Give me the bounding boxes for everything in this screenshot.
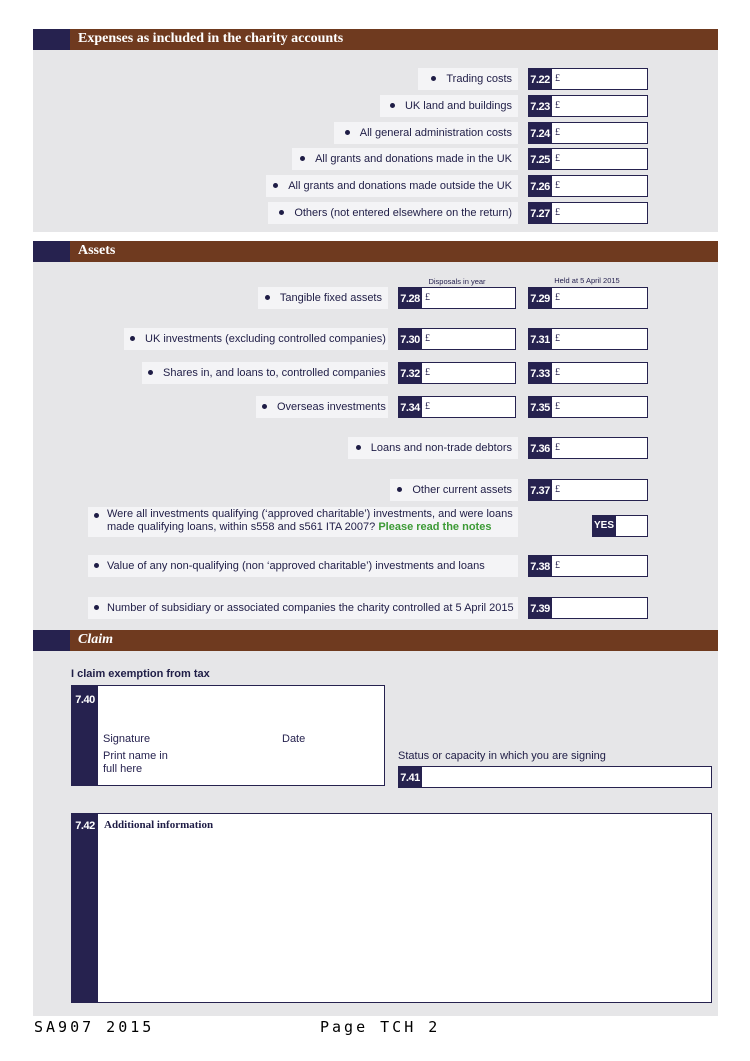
expenses-title: Expenses as included in the charity accounts	[78, 31, 344, 46]
uk-land-buildings-input[interactable]: £	[552, 95, 648, 117]
yes-checkbox: YES	[592, 515, 648, 537]
box-7-34: 7.34 £	[398, 396, 516, 418]
date-label: Date	[282, 733, 306, 745]
non-qualifying-label: Value of any non-qualifying (non ‘approved charitable’) investments and loans	[88, 555, 518, 577]
box-7-31: 7.31 £	[528, 328, 648, 350]
assets-header	[33, 241, 718, 262]
other-current-assets-label: Other current assets	[390, 479, 518, 501]
box-7-36: 7.36 £	[528, 437, 648, 459]
others-input[interactable]: £	[552, 202, 648, 224]
additional-information-title: Additional information	[104, 819, 214, 831]
print-name-label: Print name in full here	[103, 750, 168, 775]
shares-loans-held-input[interactable]: £	[552, 362, 648, 384]
loans-debtors-label: Loans and non-trade debtors	[348, 437, 518, 459]
box-7-23: 7.23 £	[528, 95, 648, 117]
others-label: Others (not entered elsewhere on the return)	[268, 202, 518, 224]
box-7-32: 7.32 £	[398, 362, 516, 384]
qualifying-question: Were all investments qualifying (‘approved charitable’) investments, and were loans made qualifying loans, within s558 and s561 ITA 2007? Please read the notes	[88, 507, 518, 537]
box-7-39: 7.39	[528, 597, 648, 619]
trading-costs-input[interactable]: £	[552, 68, 648, 90]
uk-investments-disposals-input[interactable]: £	[422, 328, 516, 350]
signature-box[interactable]: 7.40 Signature Date Print name in full here	[71, 685, 385, 786]
admin-costs-input[interactable]: £	[552, 122, 648, 144]
uk-land-buildings-label: UK land and buildings	[380, 95, 518, 117]
status-label: Status or capacity in which you are signing	[398, 750, 606, 762]
box-7-35: 7.35 £	[528, 396, 648, 418]
box-7-30: 7.30 £	[398, 328, 516, 350]
page-number: Page TCH 2	[320, 1018, 441, 1036]
uk-investments-held-input[interactable]: £	[552, 328, 648, 350]
box-7-38: 7.38 £	[528, 555, 648, 577]
expenses-header	[33, 29, 718, 50]
tangible-disposals-input[interactable]: £	[422, 287, 516, 309]
disposals-column-heading: Disposals in year	[428, 277, 486, 286]
subsidiaries-input[interactable]	[552, 597, 648, 619]
box-7-26: 7.26 £	[528, 175, 648, 197]
overseas-disposals-input[interactable]: £	[422, 396, 516, 418]
trading-costs-label: Trading costs	[418, 68, 518, 90]
grants-outside-uk-label: All grants and donations made outside the UK	[266, 175, 518, 197]
subsidiaries-label: Number of subsidiary or associated companies the charity controlled at 5 April 2015	[88, 597, 518, 619]
grants-uk-input[interactable]: £	[552, 148, 648, 170]
box-7-37: 7.37 £	[528, 479, 648, 501]
tangible-held-input[interactable]: £	[552, 287, 648, 309]
box-7-24: 7.24 £	[528, 122, 648, 144]
claim-heading: I claim exemption from tax	[71, 668, 210, 680]
yes-input[interactable]	[616, 515, 648, 537]
shares-loans-disposals-input[interactable]: £	[422, 362, 516, 384]
claim-header	[33, 630, 718, 651]
box-7-27: 7.27 £	[528, 202, 648, 224]
uk-investments-label: UK investments (excluding controlled companies)	[124, 328, 388, 350]
claim-title: Claim	[78, 632, 114, 647]
assets-title: Assets	[78, 243, 116, 258]
tangible-assets-label: Tangible fixed assets	[258, 287, 388, 309]
held-column-heading: Held at 5 April 2015	[554, 276, 620, 285]
grants-uk-label: All grants and donations made in the UK	[292, 148, 518, 170]
grants-outside-uk-input[interactable]: £	[552, 175, 648, 197]
box-7-33: 7.33 £	[528, 362, 648, 384]
box-7-29: 7.29 £	[528, 287, 648, 309]
loans-debtors-input[interactable]: £	[552, 437, 648, 459]
read-notes-link: Please read the notes	[378, 521, 492, 533]
status-input[interactable]	[422, 766, 712, 788]
non-qualifying-input[interactable]: £	[552, 555, 648, 577]
admin-costs-label: All general administration costs	[334, 122, 518, 144]
box-7-28: 7.28 £	[398, 287, 516, 309]
overseas-held-input[interactable]: £	[552, 396, 648, 418]
shares-loans-label: Shares in, and loans to, controlled companies	[142, 362, 388, 384]
other-current-assets-input[interactable]: £	[552, 479, 648, 501]
form-id: SA907 2015	[34, 1018, 155, 1036]
signature-label: Signature	[103, 733, 151, 745]
additional-information-box[interactable]: 7.42 Additional information	[71, 813, 712, 1003]
box-7-22: 7.22 £	[528, 68, 648, 90]
overseas-investments-label: Overseas investments	[256, 396, 388, 418]
box-7-41: 7.41	[398, 766, 712, 788]
box-7-25: 7.25 £	[528, 148, 648, 170]
